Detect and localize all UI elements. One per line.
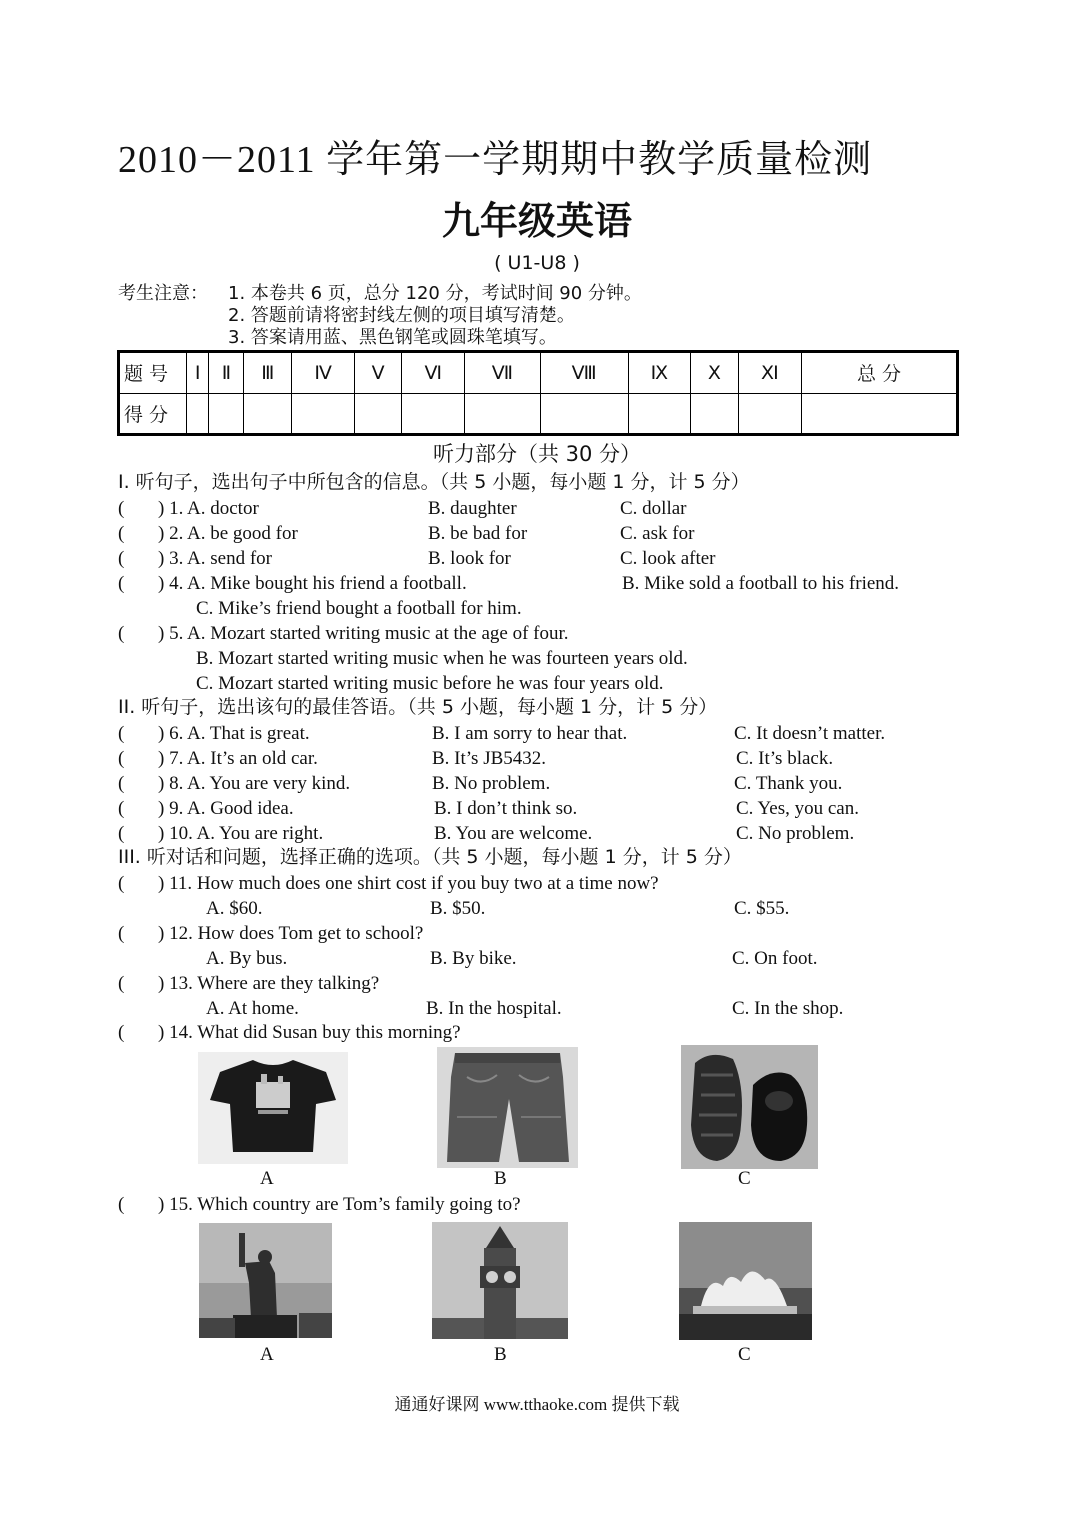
q7-option-c: C. It’s black. xyxy=(736,748,834,769)
q12-option-c: C. On foot. xyxy=(732,948,818,969)
paren: ( xyxy=(118,923,125,944)
q12-option-b: B. By bike. xyxy=(430,948,517,969)
listening-title: 听力部分（共 30 分） xyxy=(432,442,642,466)
score-cell[interactable] xyxy=(187,393,209,435)
score-cell[interactable] xyxy=(540,393,628,435)
q11-option-b: B. $50. xyxy=(430,898,486,919)
q3-option-c: C. look after xyxy=(620,548,716,569)
col-9: Ⅸ xyxy=(628,352,690,394)
q6-option-a: ) 6. A. That is great. xyxy=(158,723,310,744)
q1-option-a: ) 1. A. doctor xyxy=(158,498,259,519)
q6-option-b: B. I am sorry to hear that. xyxy=(432,723,628,744)
paren: ( xyxy=(118,498,125,519)
score-cell[interactable] xyxy=(628,393,690,435)
section-3-heading: III. 听对话和问题，选择正确的选项。（共 5 小题，每小题 1 分，计 5 分） xyxy=(118,846,742,868)
notice-1: 1. 本卷共 6 页，总分 120 分，考试时间 90 分钟。 xyxy=(228,283,642,304)
q1-option-c: C. dollar xyxy=(620,498,687,519)
paren: ( xyxy=(118,573,125,594)
col-1: Ⅰ xyxy=(187,352,209,394)
q10-option-c: C. No problem. xyxy=(736,823,855,844)
score-table xyxy=(117,350,959,436)
q8-option-c: C. Thank you. xyxy=(734,773,843,794)
q3-option-b: B. look for xyxy=(428,548,511,569)
q9-option-c: C. Yes, you can. xyxy=(736,798,859,819)
col-5: Ⅴ xyxy=(354,352,401,394)
exam-title: 2010－2011 学年第一学期期中教学质量检测 xyxy=(118,139,873,181)
q15-label-b: B xyxy=(494,1344,507,1365)
paren: ( xyxy=(118,723,125,744)
q15-question: ) 15. Which country are Tom’s family going to? xyxy=(158,1194,521,1215)
col-11: Ⅺ xyxy=(738,352,801,394)
big-ben-image xyxy=(432,1222,568,1339)
q2-option-b: B. be bad for xyxy=(428,523,528,544)
unit-range: ( U1-U8 ) xyxy=(494,252,580,274)
q4-option-a: ) 4. A. Mike bought his friend a football. xyxy=(158,573,467,594)
q1-option-b: B. daughter xyxy=(428,498,517,519)
q8-option-a: ) 8. A. You are very kind. xyxy=(158,773,351,794)
q5-option-c: C. Mozart started writing music before he was four years old. xyxy=(196,673,664,694)
notice-2: 2. 答题前请将密封线左侧的项目填写清楚。 xyxy=(228,305,575,326)
q10-option-a: ) 10. A. You are right. xyxy=(158,823,324,844)
q13-option-c: C. In the shop. xyxy=(732,998,844,1019)
paren: ( xyxy=(118,798,125,819)
paren: ( xyxy=(118,873,125,894)
q10-option-b: B. You are welcome. xyxy=(434,823,593,844)
col-3: Ⅲ xyxy=(244,352,292,394)
q14-label-b: B xyxy=(494,1168,507,1189)
q12-question: ) 12. How does Tom get to school? xyxy=(158,923,424,944)
col-4: Ⅳ xyxy=(292,352,355,394)
col-2: Ⅱ xyxy=(209,352,244,394)
score-cell[interactable] xyxy=(738,393,801,435)
notice-3: 3. 答案请用蓝、黑色钢笔或圆珠笔填写。 xyxy=(228,327,557,348)
footer-source: 通通好课网 www.tthaoke.com 提供下载 xyxy=(394,1395,680,1414)
statue-of-liberty-image xyxy=(199,1223,332,1338)
score-cell[interactable] xyxy=(465,393,540,435)
q5-option-a: ) 5. A. Mozart started writing music at the age of four. xyxy=(158,623,569,644)
section-1-heading: I. 听句子，选出句子中所包含的信息。（共 5 小题，每小题 1 分，计 5 分） xyxy=(118,471,750,493)
paren: ( xyxy=(118,623,125,644)
paren: ( xyxy=(118,973,125,994)
q15-label-a: A xyxy=(260,1344,274,1365)
sydney-opera-house-image xyxy=(679,1222,812,1340)
q2-option-c: C. ask for xyxy=(620,523,695,544)
tshirt-image xyxy=(198,1052,348,1164)
q13-option-a: A. At home. xyxy=(206,998,299,1019)
score-table-header-row xyxy=(119,352,958,394)
score-cell[interactable] xyxy=(402,393,465,435)
jeans-image xyxy=(437,1047,578,1168)
q4-option-b: B. Mike sold a football to his friend. xyxy=(622,573,900,594)
q11-question: ) 11. How much does one shirt cost if you buy two at a time now? xyxy=(158,873,659,894)
score-table-score-row xyxy=(119,393,958,435)
score-cell[interactable] xyxy=(244,393,292,435)
section-2-heading: II. 听句子，选出该句的最佳答语。（共 5 小题，每小题 1 分，计 5 分） xyxy=(118,696,718,718)
q14-label-a: A xyxy=(260,1168,274,1189)
q6-option-c: C. It doesn’t matter. xyxy=(734,723,886,744)
q8-option-b: B. No problem. xyxy=(432,773,551,794)
paren: ( xyxy=(118,548,125,569)
q3-option-a: ) 3. A. send for xyxy=(158,548,272,569)
score-cell[interactable] xyxy=(292,393,355,435)
col-6: Ⅵ xyxy=(402,352,465,394)
q4-option-c: C. Mike’s friend bought a football for him. xyxy=(196,598,522,619)
q14-label-c: C xyxy=(738,1168,751,1189)
shoes-image xyxy=(681,1045,818,1169)
notice-label: 考生注意： xyxy=(118,283,208,304)
q11-option-c: C. $55. xyxy=(734,898,790,919)
paren: ( xyxy=(118,523,125,544)
col-8: Ⅷ xyxy=(540,352,628,394)
q13-option-b: B. In the hospital. xyxy=(426,998,562,1019)
q9-option-a: ) 9. A. Good idea. xyxy=(158,798,294,819)
q13-question: ) 13. Where are they talking? xyxy=(158,973,380,994)
q15-label-c: C xyxy=(738,1344,751,1365)
paren: ( xyxy=(118,1194,125,1215)
question-number-label: 题 号 xyxy=(119,352,187,394)
subject-title: 九年级英语 xyxy=(441,201,632,243)
col-total: 总 分 xyxy=(802,352,958,394)
score-cell[interactable] xyxy=(209,393,244,435)
q9-option-b: B. I don’t think so. xyxy=(434,798,578,819)
paren: ( xyxy=(118,748,125,769)
score-cell[interactable] xyxy=(691,393,739,435)
col-7: Ⅶ xyxy=(465,352,540,394)
q7-option-a: ) 7. A. It’s an old car. xyxy=(158,748,318,769)
col-10: Ⅹ xyxy=(691,352,739,394)
score-cell[interactable] xyxy=(802,393,958,435)
score-cell[interactable] xyxy=(354,393,401,435)
q11-option-a: A. $60. xyxy=(206,898,263,919)
q12-option-a: A. By bus. xyxy=(206,948,288,969)
paren: ( xyxy=(118,1022,125,1043)
paren: ( xyxy=(118,823,125,844)
q2-option-a: ) 2. A. be good for xyxy=(158,523,298,544)
score-label: 得 分 xyxy=(119,393,187,435)
q5-option-b: B. Mozart started writing music when he was fourteen years old. xyxy=(196,648,688,669)
q7-option-b: B. It’s JB5432. xyxy=(432,748,547,769)
q14-question: ) 14. What did Susan buy this morning? xyxy=(158,1022,461,1043)
paren: ( xyxy=(118,773,125,794)
